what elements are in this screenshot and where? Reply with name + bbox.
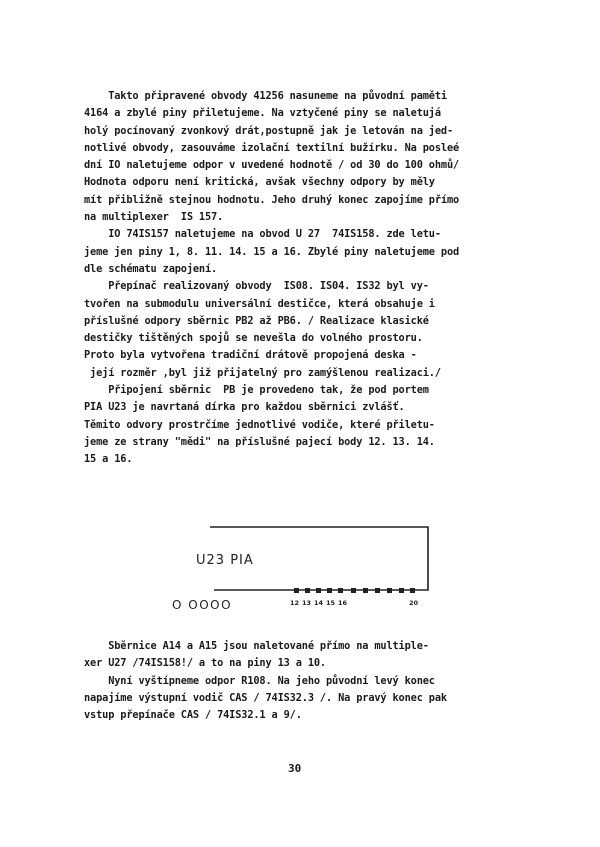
text-line: příslušné odpory sběrnic PB2 až PB6. / Realizace klasické bbox=[84, 314, 429, 327]
text-line: jeme ze strany "mědi" na příslušné pajecí body 12. 13. 14. bbox=[84, 435, 435, 448]
pin-15 bbox=[327, 588, 332, 593]
pin-number: 15 bbox=[326, 599, 336, 607]
text-line: 15 a 16. bbox=[84, 453, 133, 466]
pin-number: 12 bbox=[290, 599, 300, 607]
text-line: jeme jen piny 1, 8. 11. 14. 15 a 16. Zbylé piny naletujeme pod bbox=[84, 245, 460, 258]
pin-14 bbox=[316, 588, 321, 593]
pin-20 bbox=[410, 588, 415, 593]
pin-13 bbox=[305, 588, 310, 593]
pin bbox=[375, 588, 380, 593]
pin bbox=[387, 588, 392, 593]
pin-number: 13 bbox=[302, 599, 312, 607]
text-line: PIA U23 je navrtaná dírka pro každou sběrnici zvlášť. bbox=[84, 401, 405, 414]
text-line: Takto připravené obvody 41256 nasuneme na původní paměti bbox=[84, 90, 447, 102]
text-line: tvořen na submodulu universální destičce, která obsahuje i bbox=[84, 297, 435, 310]
text-line: dle schématu zapojení. bbox=[84, 262, 218, 275]
text-line: na multiplexer IS 157. bbox=[84, 211, 224, 224]
pin-number: 16 bbox=[338, 599, 348, 607]
text-line: její rozměr ,byl již přijatelný pro zamýšlenou realizaci./ bbox=[84, 366, 441, 379]
pin-number: 14 bbox=[314, 599, 324, 607]
pin bbox=[399, 588, 404, 593]
pin-number: 20 bbox=[409, 599, 419, 607]
text-line: IO 74IS157 naletujeme na obvod U 27 74IS158. zde letu- bbox=[84, 228, 441, 241]
page-number: 30 bbox=[288, 762, 302, 775]
text-line: Hodnota odporu není kritická, avšak všechny odpory by měly bbox=[84, 176, 435, 189]
text-line: Sběrnice A14 a A15 jsou naletované přímo na multiple- bbox=[84, 640, 429, 652]
text-line: dní IO naletujeme odpor v uvedené hodnotě / od 30 do 100 ohmů/ bbox=[84, 159, 460, 172]
text-line: vstup přepínače CAS / 74IS32.1 a 9/. bbox=[84, 709, 302, 722]
text-line: holý pocínovaný zvonkový drát,postupně jak je letován na jed- bbox=[84, 124, 454, 137]
text-line: napajíme výstupní vodič CAS / 74IS32.3 /. Na pravý konec pak bbox=[84, 691, 447, 704]
text-line: Připojení sběrnic PB je provedeno tak, že pod portem bbox=[84, 384, 429, 397]
text-line: destičky tištěných spojů se nevešla do volného prostoru. bbox=[84, 332, 423, 345]
pin-12 bbox=[294, 588, 299, 593]
pin bbox=[351, 588, 356, 593]
solder-holes: O OOOO bbox=[172, 598, 233, 612]
text-line: xer U27 /74IS158!/ a to na piny 13 a 10. bbox=[84, 657, 326, 670]
pia-board-diagram bbox=[170, 520, 430, 620]
body-text-top bbox=[84, 88, 524, 469]
pin-16 bbox=[338, 588, 343, 593]
text-line: Přepínač realizovaný obvody IS08. IS04. IS32 byl vy- bbox=[84, 280, 429, 293]
text-line: mít přibližně stejnou hodnotu. Jeho druhý konec zapojíme přímo bbox=[84, 193, 460, 206]
text-line: notlivé obvody, zasouváme izolační textilní bužírku. Na posleé bbox=[84, 141, 460, 154]
body-text-bottom bbox=[84, 638, 524, 724]
text-line: Těmito odvory prostrčíme jednotlivé vodiče, které přiletu- bbox=[84, 418, 435, 431]
text-line: Proto byla vytvořena tradiční drátově propojená deska - bbox=[84, 349, 417, 362]
chip-label: U23 PIA bbox=[196, 553, 254, 568]
pin bbox=[363, 588, 368, 593]
text-line: Nyní vyštípneme odpor R108. Na jeho původní levý konec bbox=[84, 674, 435, 687]
text-line: 4164 a zbylé piny přiletujeme. Na vztyčené piny se naletujá bbox=[84, 107, 441, 120]
